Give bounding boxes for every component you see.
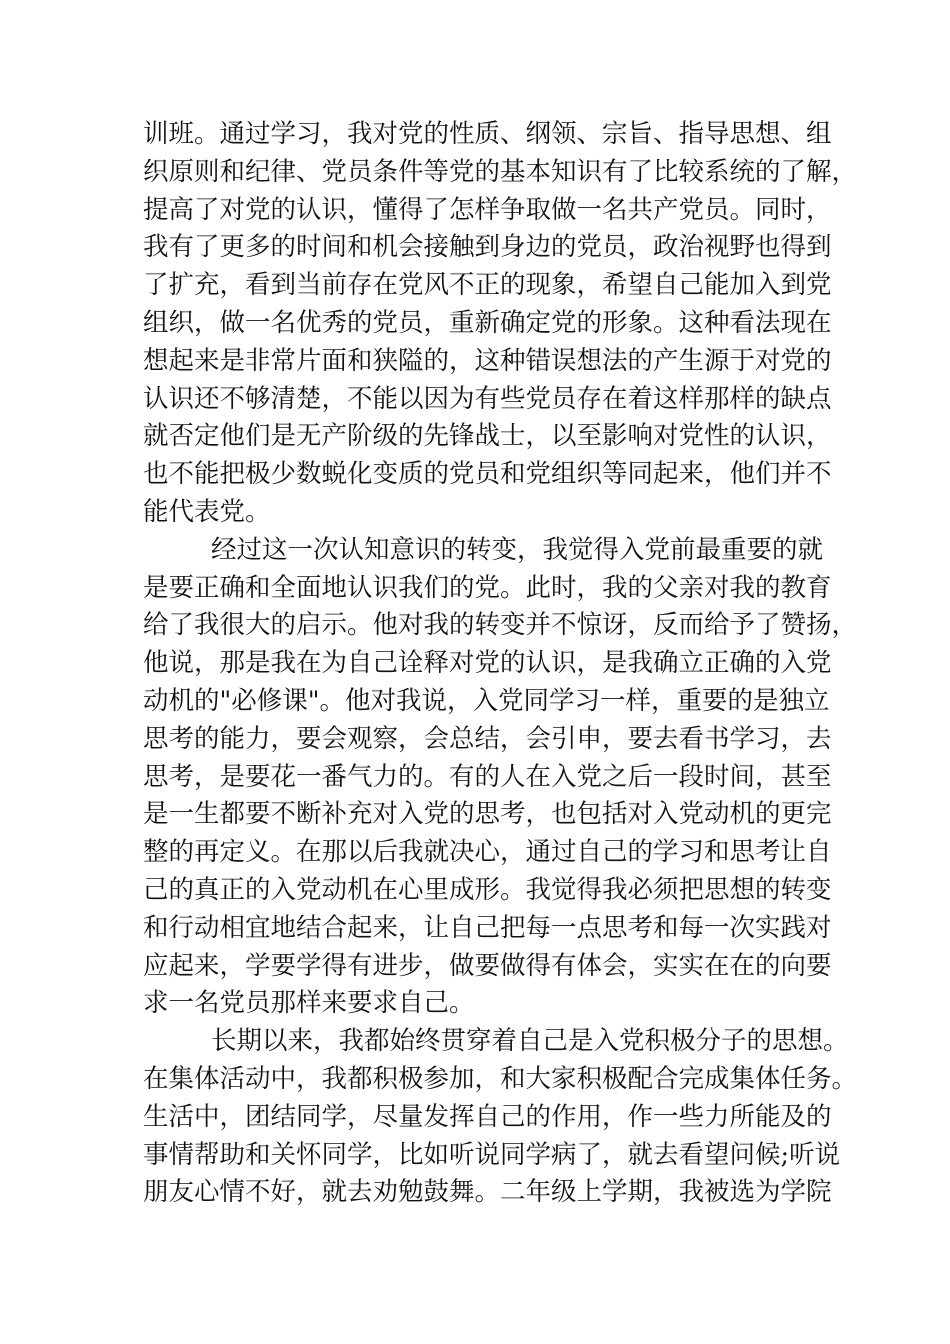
paragraph-2-line-7: 思考，是要花一番气力的。有的人在入党之后一段时间，甚至	[143, 761, 832, 792]
paragraph-2-line-4: 他说，那是我在为自己诠释对党的认识，是我确立正确的入党	[143, 648, 832, 679]
paragraph-2-line-13: 求一名党员那样来要求自己。	[143, 988, 475, 1019]
paragraph-3-line-4: 事情帮助和关怀同学，比如听说同学病了，就去看望问候;听说	[143, 1139, 841, 1170]
paragraph-3-line-5: 朋友心情不好，就去劝勉鼓舞。二年级上学期，我被选为学院	[143, 1177, 832, 1208]
body-text	[143, 116, 858, 1212]
paragraph-2-line-10: 己的真正的入党动机在心里成形。我觉得我必须把思想的转变	[143, 874, 832, 905]
paragraph-1-line-8: 认识还不够清楚，不能以因为有些党员存在着这样那样的缺点	[143, 383, 832, 414]
paragraph-2-line-1: 经过这一次认知意识的转变，我觉得入党前最重要的就	[211, 534, 824, 565]
paragraph-1-line-2: 织原则和纪律、党员条件等党的基本知识有了比较系统的了解，	[143, 156, 858, 187]
paragraph-1-line-3: 提高了对党的认识，懂得了怎样争取做一名共产党员。同时，	[143, 194, 832, 225]
paragraph-3-line-2: 在集体活动中，我都积极参加，和大家积极配合完成集体任务。	[143, 1063, 858, 1094]
paragraph-2-line-2: 是要正确和全面地认识我们的党。此时，我的父亲对我的教育	[143, 572, 832, 603]
paragraph-2-line-11: 和行动相宜地结合起来，让自己把每一点思考和每一次实践对	[143, 912, 832, 943]
paragraph-1-line-4: 我有了更多的时间和机会接触到身边的党员，政治视野也得到	[143, 232, 832, 263]
paragraph-3-line-1: 长期以来，我都始终贯穿着自己是入党积极分子的思想。	[211, 1026, 849, 1057]
paragraph-1-line-7: 想起来是非常片面和狭隘的，这种错误想法的产生源于对党的	[143, 345, 832, 376]
paragraph-2-line-6: 思考的能力，要会观察，会总结，会引申，要去看书学习，去	[143, 723, 832, 754]
paragraph-1-line-11: 能代表党。	[143, 496, 271, 527]
paragraph-1-line-6: 组织，做一名优秀的党员，重新确定党的形象。这种看法现在	[143, 307, 832, 338]
paragraph-1-line-5: 了扩充，看到当前存在党风不正的现象，希望自己能加入到党	[143, 270, 832, 301]
paragraph-2-line-9: 整的再定义。在那以后我就决心，通过自己的学习和思考让自	[143, 837, 832, 868]
paragraph-3-line-3: 生活中，团结同学，尽量发挥自己的作用，作一些力所能及的	[143, 1101, 832, 1132]
paragraph-2-line-12: 应起来，学要学得有进步，做要做得有体会，实实在在的向要	[143, 950, 832, 981]
paragraph-1-line-10: 也不能把极少数蜕化变质的党员和党组织等同起来，他们并不	[143, 459, 832, 490]
paragraph-2-line-8: 是一生都要不断补充对入党的思考，也包括对入党动机的更完	[143, 799, 832, 830]
paragraph-1-line-9: 就否定他们是无产阶级的先锋战士，以至影响对党性的认识，	[143, 421, 832, 452]
paragraph-2-line-3: 给了我很大的启示。他对我的转变并不惊讶，反而给予了赞扬，	[143, 610, 858, 641]
paragraph-2-line-5: 动机的"必修课"。他对我说，入党同学习一样，重要的是独立	[143, 685, 830, 716]
paragraph-1-line-1: 训班。通过学习，我对党的性质、纲领、宗旨、指导思想、组	[143, 119, 832, 149]
